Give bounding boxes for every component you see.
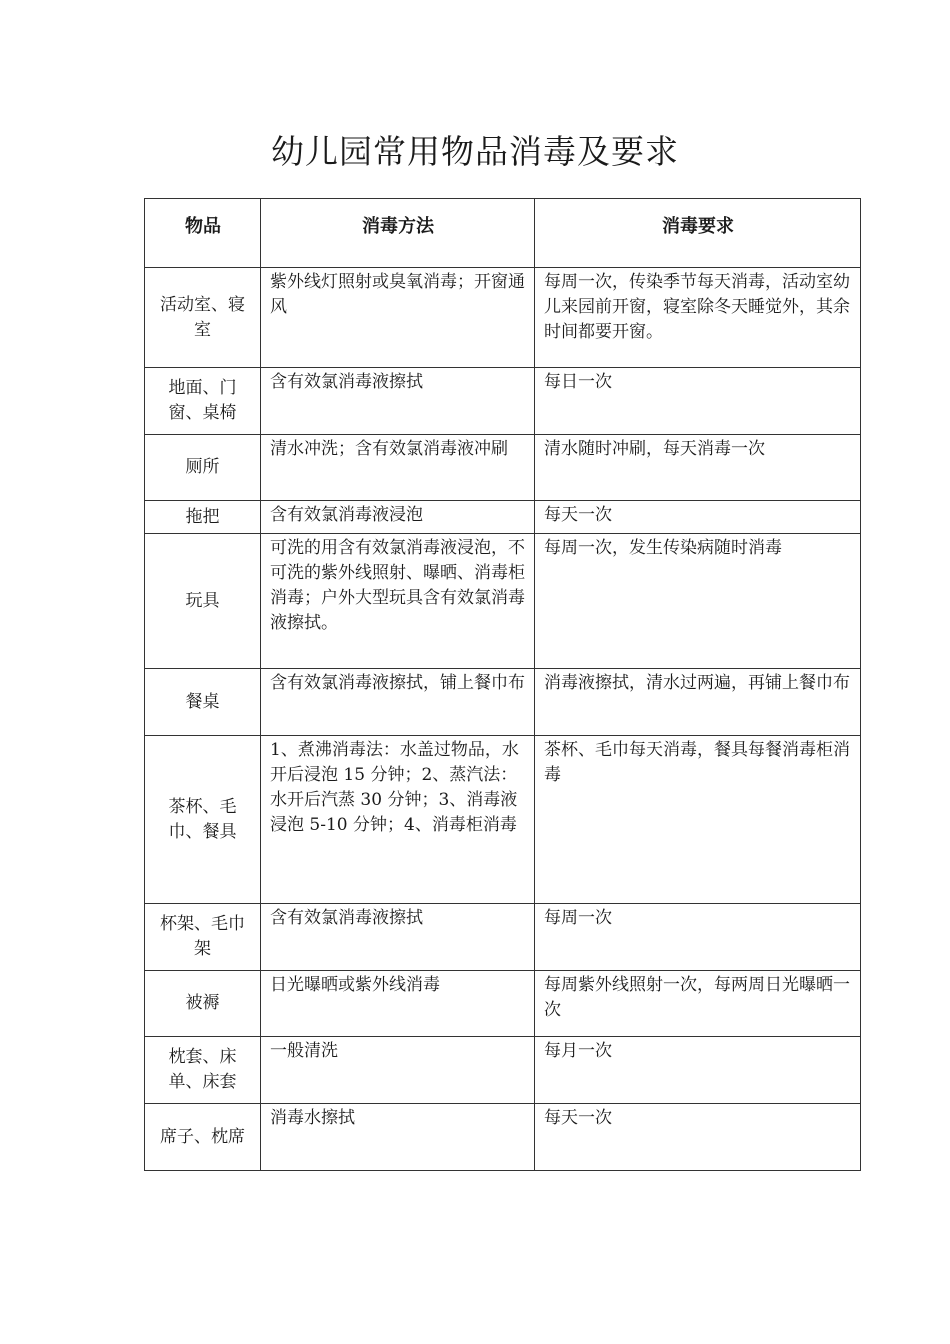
table-row	[145, 368, 861, 435]
cell-requirement: 茶杯、毛巾每天消毒，餐具每餐消毒柜消毒	[535, 736, 861, 904]
table-row	[145, 904, 861, 971]
cell-item: 席子、枕席	[145, 1104, 261, 1171]
cell-requirement: 每周紫外线照射一次，每两周日光曝晒一次	[535, 971, 861, 1037]
cell-item: 茶杯、毛巾、餐具	[145, 736, 261, 904]
cell-item: 枕套、床单、床套	[145, 1037, 261, 1104]
disinfection-table	[144, 198, 861, 1171]
cell-item: 拖把	[145, 501, 261, 534]
header-method: 消毒方法	[261, 199, 535, 268]
page-title: 幼儿园常用物品消毒及要求	[271, 132, 679, 171]
cell-item: 杯架、毛巾架	[145, 904, 261, 971]
table-header-row	[145, 199, 861, 268]
cell-requirement: 消毒液擦拭，清水过两遍，再铺上餐巾布	[535, 669, 861, 736]
header-item: 物品	[145, 199, 261, 268]
cell-requirement: 每周一次，传染季节每天消毒，活动室幼儿来园前开窗，寝室除冬天睡觉外，其余时间都要开窗。	[535, 268, 861, 368]
cell-item: 餐桌	[145, 669, 261, 736]
cell-requirement: 每周一次，发生传染病随时消毒	[535, 534, 861, 669]
cell-method: 清水冲洗；含有效氯消毒液冲刷	[261, 435, 535, 501]
table-row	[145, 501, 861, 534]
cell-requirement: 每月一次	[535, 1037, 861, 1104]
cell-method: 含有效氯消毒液擦拭	[261, 368, 535, 435]
cell-item: 厕所	[145, 435, 261, 501]
table-row	[145, 971, 861, 1037]
table-row	[145, 268, 861, 368]
cell-requirement: 清水随时冲刷，每天消毒一次	[535, 435, 861, 501]
table-row	[145, 1104, 861, 1171]
cell-requirement: 每天一次	[535, 501, 861, 534]
cell-item: 玩具	[145, 534, 261, 669]
cell-method: 消毒水擦拭	[261, 1104, 535, 1171]
table-row	[145, 669, 861, 736]
cell-method: 1、煮沸消毒法：水盖过物品，水开后浸泡 15 分钟；2、蒸汽法：水开后汽蒸 30 分钟；3、消毒液浸泡 5-10 分钟；4、消毒柜消毒	[261, 736, 535, 904]
table-row	[145, 435, 861, 501]
cell-method: 日光曝晒或紫外线消毒	[261, 971, 535, 1037]
cell-requirement: 每天一次	[535, 1104, 861, 1171]
table-row	[145, 534, 861, 669]
cell-item: 地面、门窗、桌椅	[145, 368, 261, 435]
cell-method: 含有效氯消毒液擦拭，铺上餐巾布	[261, 669, 535, 736]
cell-method: 含有效氯消毒液擦拭	[261, 904, 535, 971]
cell-method: 可洗的用含有效氯消毒液浸泡，不可洗的紫外线照射、曝晒、消毒柜消毒；户外大型玩具含有效氯消毒液擦拭。	[261, 534, 535, 669]
table-row	[145, 1037, 861, 1104]
cell-requirement: 每日一次	[535, 368, 861, 435]
cell-requirement: 每周一次	[535, 904, 861, 971]
cell-method: 含有效氯消毒液浸泡	[261, 501, 535, 534]
cell-method: 一般清洗	[261, 1037, 535, 1104]
table-row	[145, 736, 861, 904]
cell-item: 被褥	[145, 971, 261, 1037]
cell-method: 紫外线灯照射或臭氧消毒；开窗通风	[261, 268, 535, 368]
header-requirement: 消毒要求	[535, 199, 861, 268]
cell-item: 活动室、寝室	[145, 268, 261, 368]
